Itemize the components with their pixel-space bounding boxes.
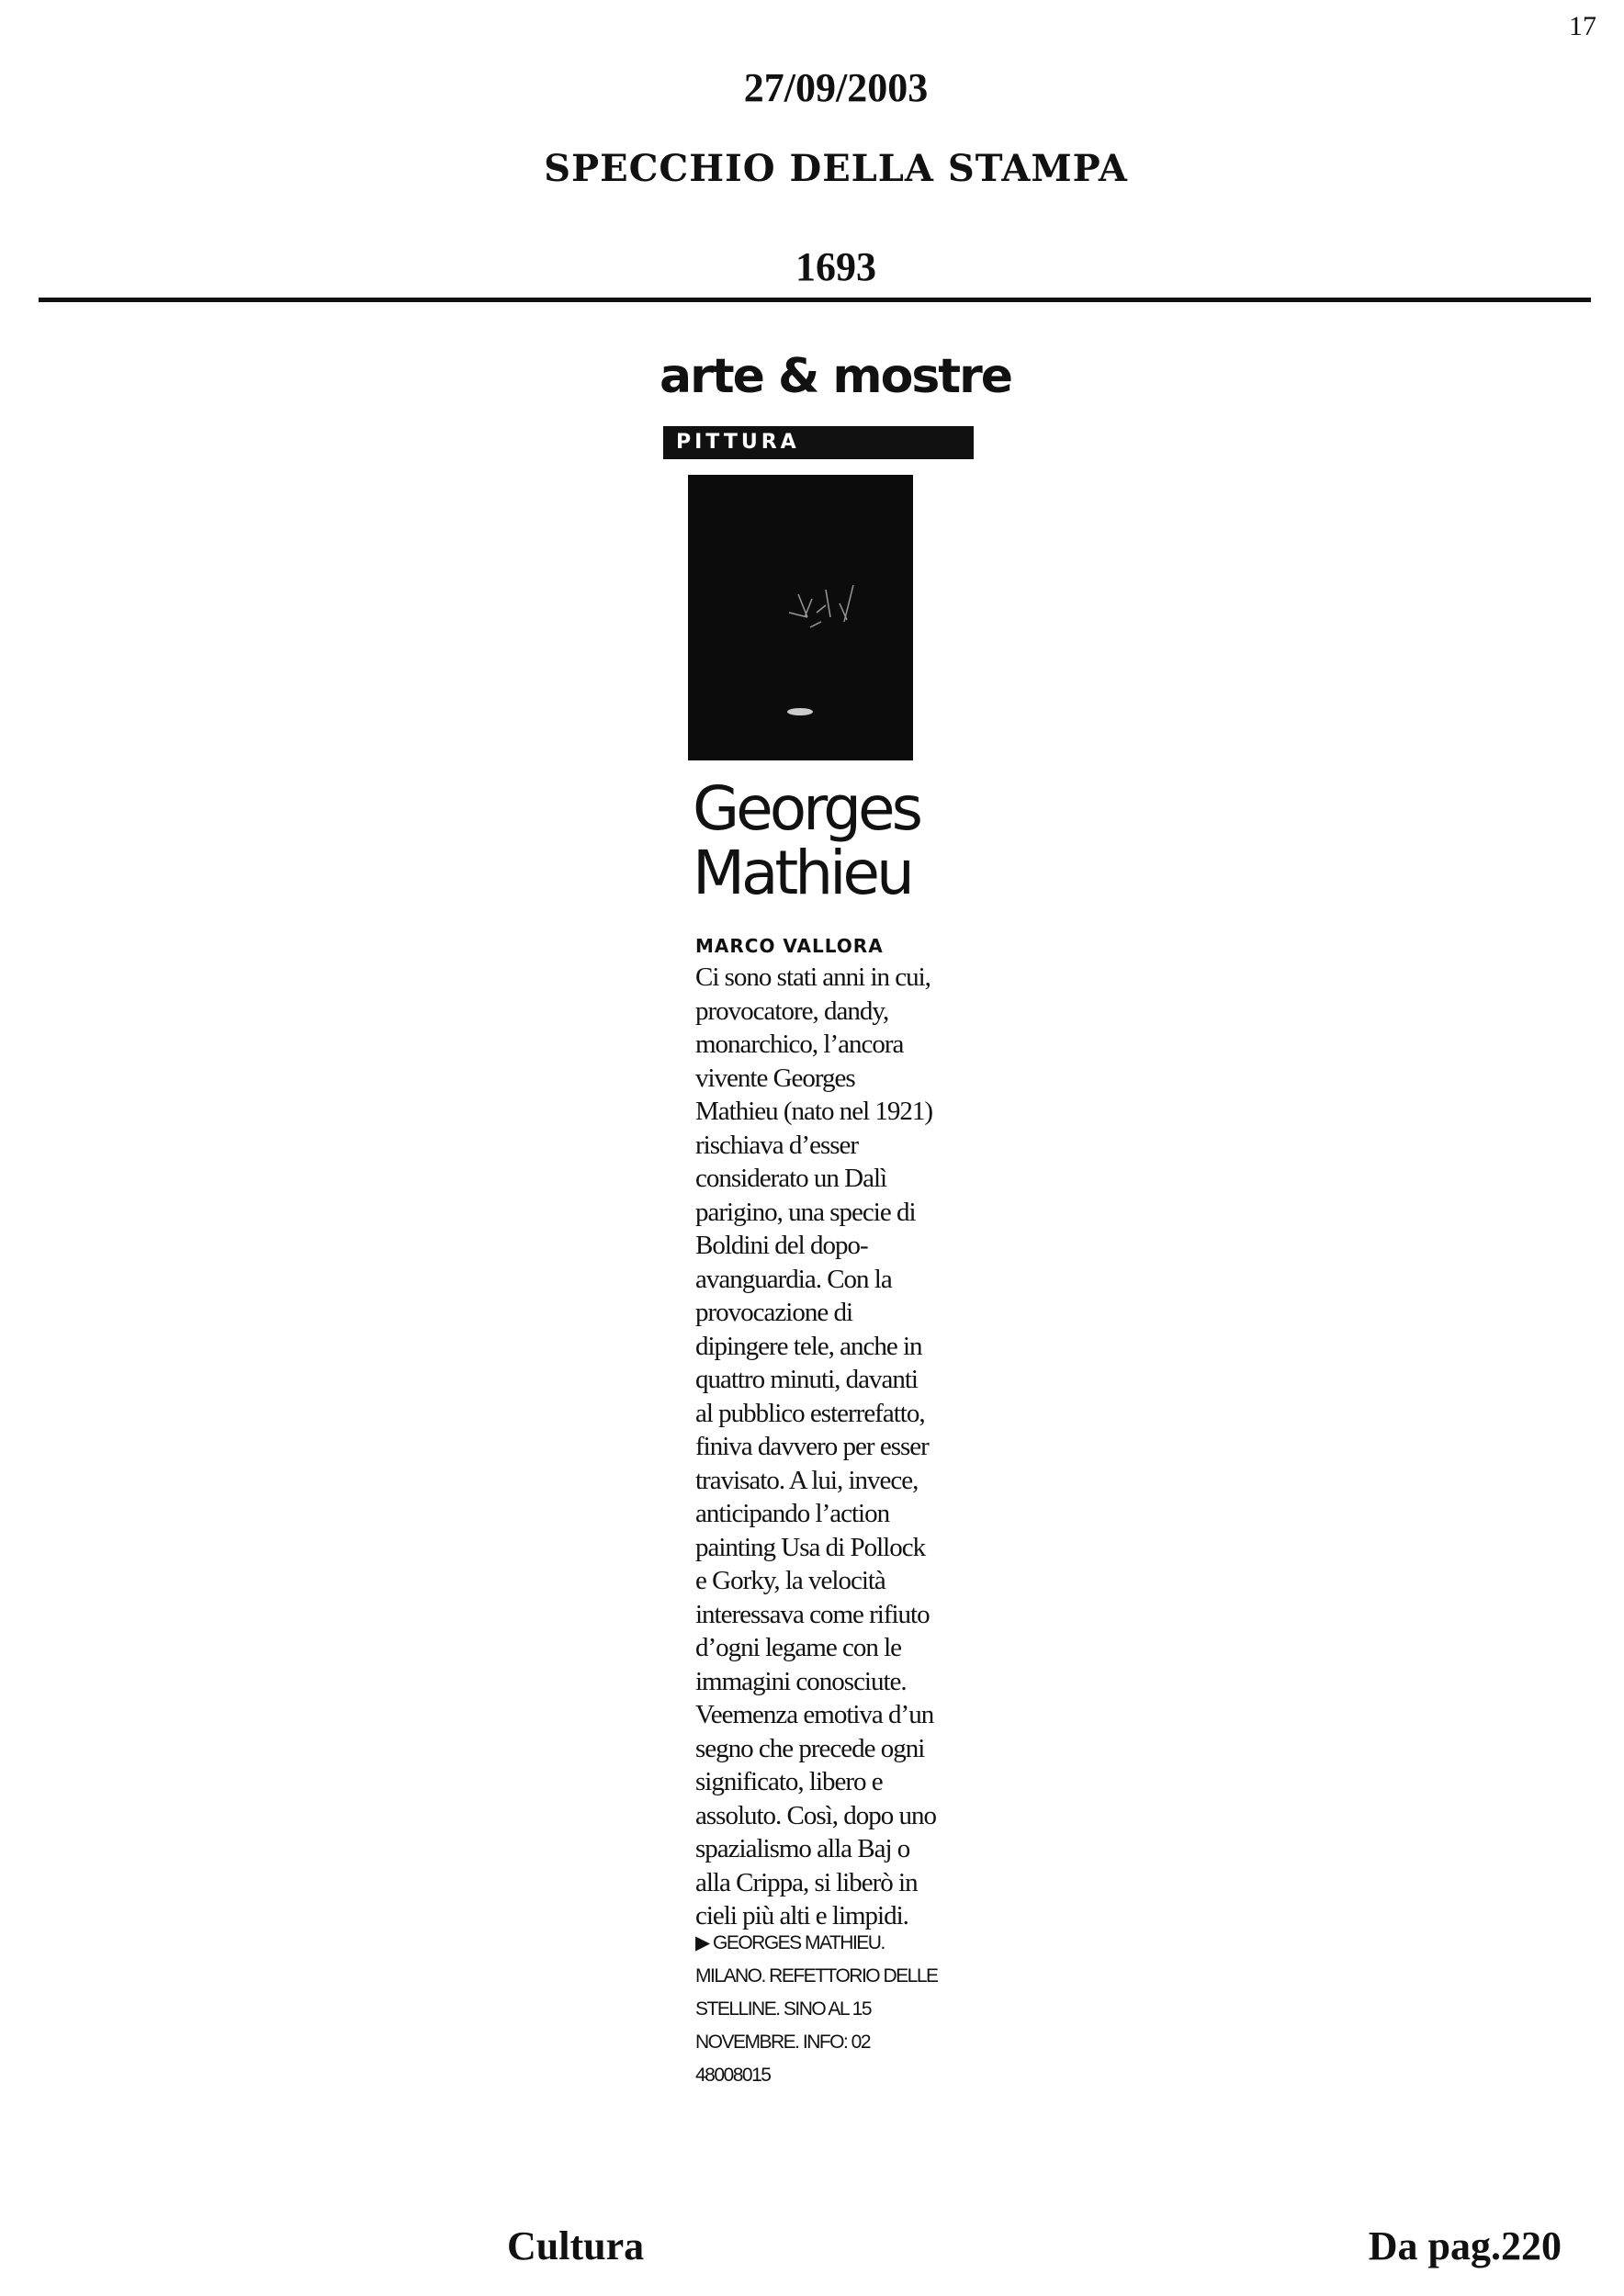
info-line: NOVEMBRE. INFO: 02 [695,2032,871,2053]
author-byline: MARCO VALLORA [695,935,884,957]
body-line: painting Usa di Pollock [695,1532,926,1562]
footer-page-ref: Da pag.220 [1368,2223,1562,2268]
body-line: travisato. A lui, invece, [695,1465,919,1495]
clipping-date: 27/09/2003 [743,65,929,110]
body-line: segno che precede ogni [695,1733,925,1763]
category-tag: PITTURA [663,426,974,459]
body-line: Mathieu (nato nel 1921) [695,1097,933,1126]
artwork-photo [688,475,913,760]
body-line: vivente Georges [695,1063,855,1093]
body-line: provocazione di [695,1298,853,1327]
body-line: d’ogni legame con le [695,1633,901,1662]
body-line: spazialismo alla Baj o [695,1834,910,1863]
exhibition-info [695,1927,938,2092]
body-line: interessava come rifiuto [695,1599,930,1629]
body-line: immagini conosciute. [695,1666,907,1696]
arrow-marker-icon: ▶ [695,1932,709,1953]
headline-line-2: Mathieu [693,838,911,908]
body-line: rischiava d’esser [695,1130,859,1160]
section-title: arte & mostre [660,349,1012,404]
body-line: provocatore, dandy, [695,996,889,1026]
body-line: alla Crippa, si liberò in [695,1867,918,1897]
body-line: Ci sono stati anni in cui, [695,962,930,992]
page-number: 17 [1569,11,1596,41]
body-line: al pubblico esterrefatto, [695,1398,925,1428]
body-line: e Gorky, la velocità [695,1566,885,1595]
body-line: Veemenza emotiva d’un [695,1700,934,1729]
footer-section: Cultura [507,2223,645,2268]
body-line: anticipando l’action [695,1499,890,1528]
body-line: considerato un Dalì [695,1164,887,1193]
body-line: finiva davvero per esser [695,1432,929,1461]
body-line: significato, libero e [695,1767,883,1796]
header-divider [39,298,1591,302]
body-line: Boldini del dopo- [695,1231,868,1260]
body-line: avanguardia. Con la [695,1264,892,1294]
body-line: parigino, una specie di [695,1197,916,1227]
body-line: assoluto. Così, dopo uno [695,1800,936,1830]
headline-line-1: Georges [693,773,919,844]
info-line: 48008015 [695,2065,771,2086]
body-line: quattro minuti, davanti [695,1365,918,1394]
info-line: MILANO. REFETTORIO DELLE [695,1965,938,1986]
artwork-image-icon [688,475,913,760]
clipping-code: 1693 [795,244,876,289]
body-line: dipingere tele, anche in [695,1331,922,1361]
body-line: monarchico, l’ancora [695,1030,904,1059]
article-body [695,961,936,1933]
body-line: cieli più alti e limpidi. [695,1901,908,1930]
info-line: ▶ GEORGES MATHIEU. [695,1932,885,1953]
publication-name: SPECCHIO DELLA STAMPA [544,147,1128,190]
info-line: STELLINE. SINO AL 15 [695,1998,871,2020]
